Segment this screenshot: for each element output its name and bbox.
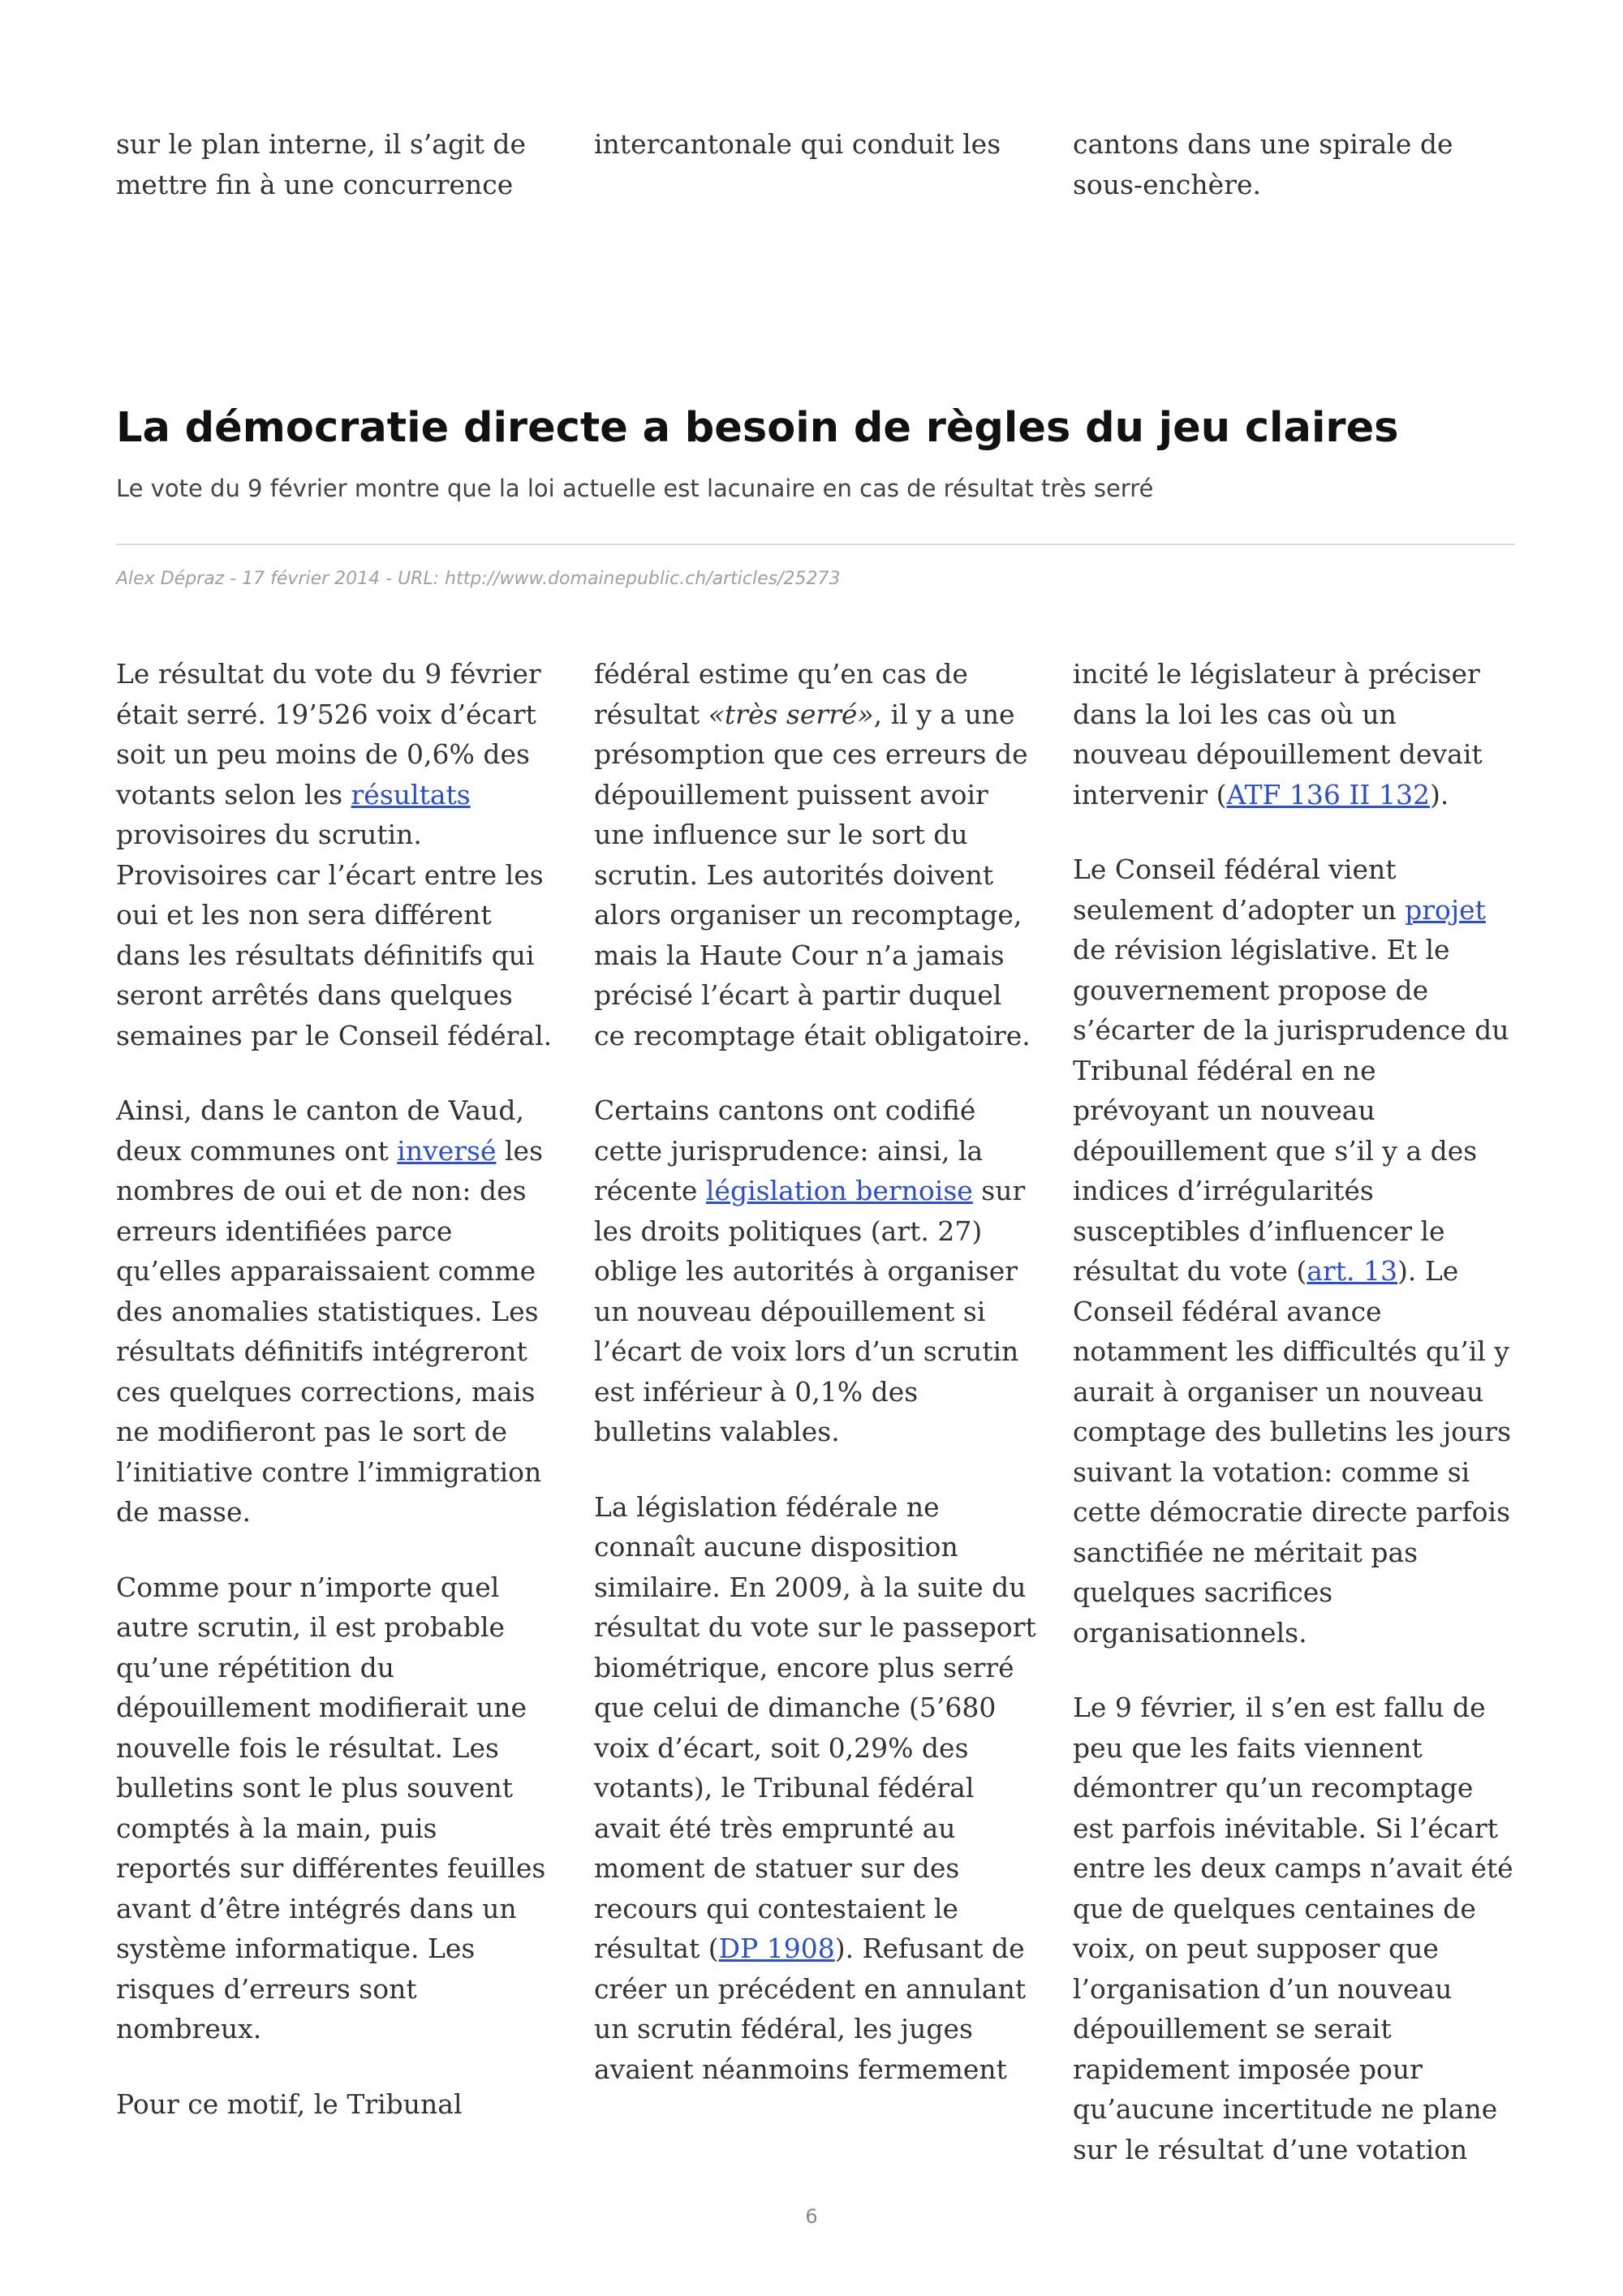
paragraph: Certains cantons ont codifié cette jurisprudence: ainsi, la récente législation bernoise sur les droits politiques (art. 27) oblige les autorités à organiser un nouveau dépouillement si l’écart de voix lors d’un scrutin est inférieur à 0,1% des bulletins valables. — [594, 1094, 1026, 1447]
top-column-2 — [594, 124, 1036, 200]
paragraph: Ainsi, dans le canton de Vaud, deux communes ont inversé les nombres de oui et de non: des erreurs identifiées parce qu’elles apparaissaient comme des anomalies statistiques. Les résultats définitifs intégreront ces quelques corrections, mais ne modifieront pas le sort de l’initiative contre l’immigration de masse. — [116, 1094, 544, 1528]
header-divider — [116, 544, 1515, 545]
link-dp-1908[interactable]: DP 1908 — [718, 1933, 835, 1964]
article-column-3 — [1073, 654, 1515, 2204]
paragraph: fédéral estime qu’en cas de résultat «très serré», il y a une présomption que ces erreurs de dépouillement puissent avoir une influence sur le sort du scrutin. Les autorités doivent alors organiser un recomptage, mais la Haute Cour n’a jamais précisé l’écart à partir duquel ce recomptage était obligatoire. — [594, 658, 1031, 1051]
top-paragraph-1: sur le plan interne, il s’agit de mettre fin à une concurrence — [116, 128, 527, 200]
link-legislation-bernoise[interactable]: législation bernoise — [705, 1175, 973, 1206]
link-resultats[interactable]: résultats — [351, 778, 471, 810]
link-inverse[interactable]: inversé — [397, 1134, 497, 1167]
paragraph: Comme pour n’importe quel autre scrutin, il est probable qu’une répétition du dépouillement modifierait une nouvelle fois le résultat. Les bulletins sont le plus souvent comptés à la main, puis reportés sur différentes feuilles avant d’être intégrés dans un système informatique. Les risques d’erreurs sont nombreux. — [116, 1571, 546, 2044]
article-subtitle: Le vote du 9 février montre que la loi actuelle est lacunaire en cas de résultat très serré — [116, 475, 1154, 502]
article-column-2 — [594, 654, 1036, 2124]
link-projet[interactable]: projet — [1405, 893, 1486, 926]
top-column-1 — [116, 124, 558, 239]
page-number: 6 — [805, 2205, 818, 2228]
top-column-3 — [1073, 124, 1515, 239]
paragraph: incité le législateur à préciser dans la loi les cas où un nouveau dépouillement devait intervenir (ATF 136 II 132). — [1073, 658, 1483, 810]
link-art-13[interactable]: art. 13 — [1307, 1255, 1397, 1287]
paragraph: Pour ce motif, le Tribunal — [116, 2087, 463, 2120]
article-column-1 — [116, 654, 558, 2159]
top-paragraph-3: cantons dans une spirale de sous-enchère. — [1073, 128, 1453, 200]
paragraph: Le 9 février, il s’en est fallu de peu que les faits viennent démontrer qu’un recomptage est parfois inévitable. Si l’écart entre les deux camps n’avait été que de quelques centaines de voix, on peut supposer que l’organisation d’un nouveau dépouillement se serait rapidement imposée pour qu’aucune incertitude ne plane sur le résultat d’une votation — [1073, 1692, 1513, 2165]
article-title: La démocratie directe a besoin de règles du jeu claires — [116, 404, 1399, 452]
paragraph: La législation fédérale ne connaît aucune disposition similaire. En 2009, à la suite du résultat du vote sur le passeport biométrique, encore plus serré que celui de dimanche (5’680 voix d’écart, soit 0,29% des votants), le Tribunal fédéral avait été très emprunté au moment de statuer sur des recours qui contestaient le résultat (DP 1908). Refusant de créer un précédent en annulant un scrutin fédéral, les juges avaient néanmoins fermement — [594, 1490, 1036, 2085]
paragraph: Le Conseil fédéral vient seulement d’adopter un projet de révision législative. Et le gouvernement propose de s’écarter de la jurisprudence du Tribunal fédéral en ne prévoyant un nouveau dépouillement que s’il y a des indices d’irrégularités susceptibles d’influencer le résultat du vote (art. 13). Le Conseil fédéral avance notamment les difficultés qu’il y aurait à organiser un nouveau comptage des bulletins les jours suivant la votation: comme si cette démocratie directe parfois sanctifiée ne méritait pas quelques sacrifices organisationnels. — [1073, 853, 1512, 1649]
link-atf-136[interactable]: ATF 136 II 132 — [1226, 778, 1430, 810]
article-byline: Alex Dépraz - 17 février 2014 - URL: http://www.domainepublic.ch/articles/25273 — [116, 569, 841, 589]
paragraph: Le résultat du vote du 9 février était serré. 19’526 voix d’écart soit un peu moins de 0,6% des votants selon les résultats provisoires du scrutin. Provisoires car l’écart entre les oui et les non sera différent dans les résultats définitifs qui seront arrêtés dans quelques semaines par le Conseil fédéral. — [116, 658, 553, 1051]
top-paragraph-2: intercantonale qui conduit les — [594, 128, 1001, 160]
